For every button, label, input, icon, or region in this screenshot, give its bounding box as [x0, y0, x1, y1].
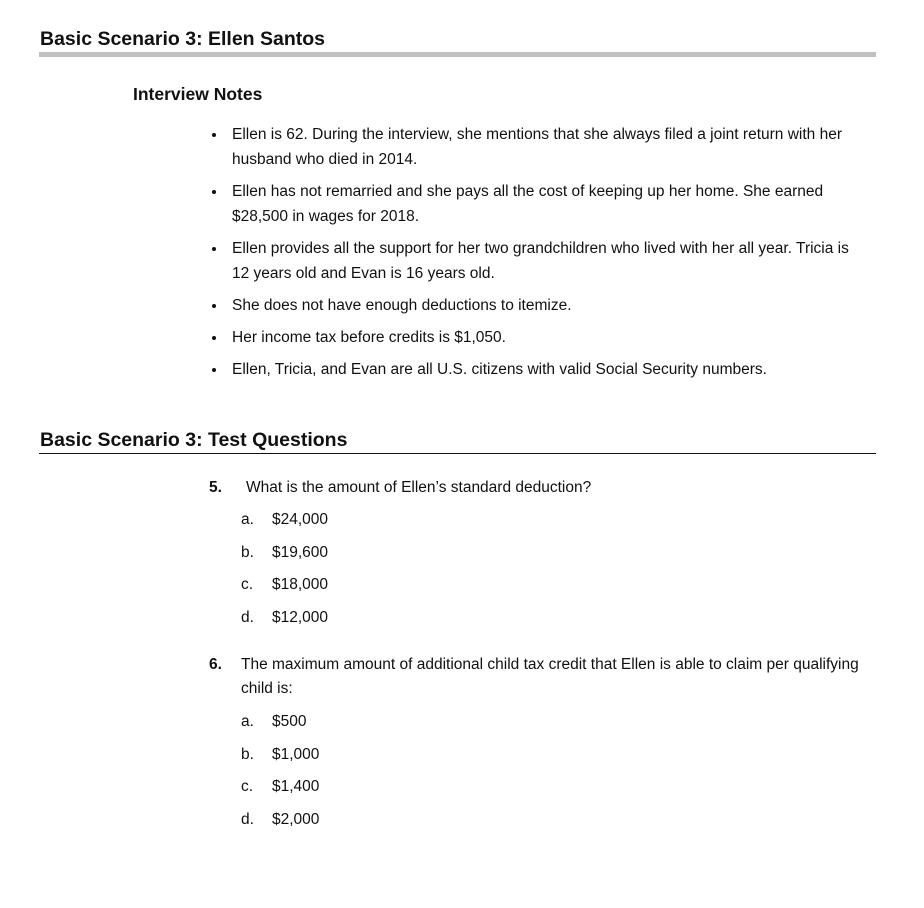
bullet-dot — [212, 368, 216, 372]
section-title-scenario: Basic Scenario 3: Ellen Santos — [40, 28, 326, 50]
interview-note — [208, 357, 868, 382]
answer-choice — [241, 808, 319, 841]
choice-text: $500 — [272, 713, 307, 730]
question-number: 5. — [209, 479, 222, 496]
choice-letter: a. — [241, 713, 254, 730]
bullet-dot — [212, 304, 216, 308]
question-text: The maximum amount of additional child tax credit that Ellen is able to claim per qualifying child is: — [241, 656, 859, 697]
question-5 — [209, 476, 869, 500]
bullet-dot — [212, 133, 216, 137]
question-6 — [209, 653, 869, 701]
question-text: What is the amount of Ellen’s standard deduction? — [246, 479, 592, 496]
answer-choice — [241, 775, 319, 808]
choice-letter: d. — [241, 608, 254, 626]
answer-choice — [241, 573, 328, 606]
answer-choice — [241, 606, 328, 639]
question-number: 6. — [209, 656, 222, 673]
question-5-choices — [241, 508, 328, 638]
section-divider-thin — [39, 453, 876, 454]
question-6-choices — [241, 710, 319, 840]
bullet-dot — [212, 336, 216, 340]
note-text: She does not have enough deductions to itemize. — [232, 297, 572, 314]
choice-letter: d. — [241, 810, 254, 828]
choice-letter: a. — [241, 511, 254, 528]
choice-letter: b. — [241, 543, 254, 561]
choice-text: $1,400 — [272, 778, 320, 795]
bullet-dot — [212, 247, 216, 251]
interview-notes-heading: Interview Notes — [133, 84, 263, 104]
answer-choice — [241, 710, 319, 743]
note-text: Her income tax before credits is $1,050. — [232, 329, 506, 346]
interview-note — [208, 122, 868, 172]
choice-letter: c. — [241, 576, 254, 593]
choice-text: $12,000 — [272, 608, 329, 626]
choice-text: $24,000 — [272, 511, 329, 528]
interview-note — [208, 236, 868, 286]
interview-notes-list — [208, 122, 868, 389]
choice-letter: c. — [241, 778, 254, 795]
choice-letter: b. — [241, 745, 254, 763]
answer-choice — [241, 541, 328, 574]
note-text: Ellen has not remarried and she pays all the cost of keeping up her home. She earned $28,500 in wages for 2018. — [232, 183, 824, 225]
interview-note — [208, 179, 868, 229]
answer-choice — [241, 743, 319, 776]
interview-note — [208, 293, 868, 318]
bullet-dot — [212, 190, 216, 194]
note-text: Ellen, Tricia, and Evan are all U.S. citizens with valid Social Security numbers. — [232, 361, 767, 378]
section-divider-thick — [39, 52, 876, 57]
note-text: Ellen is 62. During the interview, she mentions that she always filed a joint return with her husband who died in 2014. — [232, 126, 842, 168]
answer-choice — [241, 508, 328, 541]
interview-note — [208, 325, 868, 350]
section-title-test-questions: Basic Scenario 3: Test Questions — [40, 429, 348, 451]
choice-text: $2,000 — [272, 810, 320, 828]
choice-text: $18,000 — [272, 576, 329, 593]
choice-text: $19,600 — [272, 543, 329, 561]
note-text: Ellen provides all the support for her two grandchildren who lived with her all year. Tricia is 12 years old and Evan is 16 years old. — [232, 240, 849, 282]
choice-text: $1,000 — [272, 745, 320, 763]
